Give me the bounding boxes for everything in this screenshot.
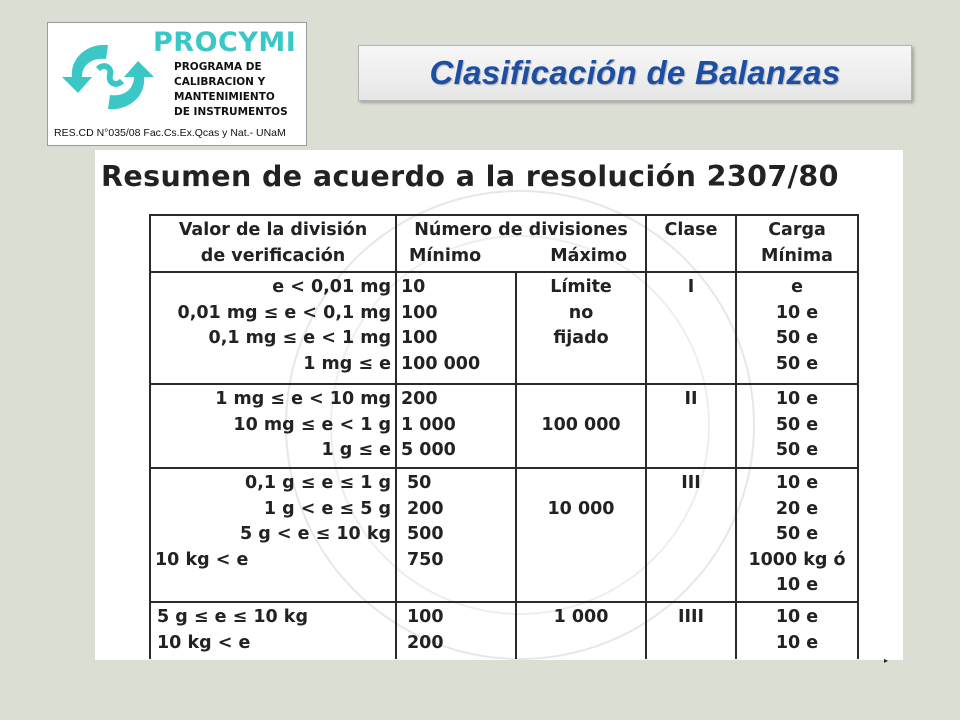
minimo-value: 1 000 — [401, 414, 456, 435]
minimo-value: 200 — [401, 389, 438, 409]
minimo-value: 100 — [401, 302, 438, 323]
maximo-cell — [516, 468, 646, 602]
clase-cell: I — [646, 272, 736, 384]
valor-line: 1 mg ≤ e < 10 mg — [215, 389, 391, 409]
maximo-cell — [516, 272, 646, 384]
carga-value: 50 e — [775, 414, 819, 435]
maximo-value: Límite — [550, 277, 612, 297]
minimo-cell — [396, 602, 516, 659]
header-numero-label: Número de divisiones — [414, 220, 628, 240]
minimo-value: 100 000 — [401, 353, 481, 374]
table-row — [150, 468, 858, 602]
header-maximo: Máximo — [550, 245, 627, 266]
carga-value: 20 e — [775, 498, 819, 519]
valor-line: 1 g ≤ e — [321, 440, 391, 460]
logo-line: DE INSTRUMENTOS — [174, 106, 288, 118]
valor-cell — [150, 272, 396, 384]
valor-line: 10 kg < e — [155, 549, 249, 570]
maximo-value: fijado — [553, 328, 609, 348]
maximo-value: 10 000 — [547, 498, 615, 519]
maximo-cell — [516, 602, 646, 659]
header-numero — [396, 215, 646, 272]
table-row — [150, 384, 858, 468]
carga-value: 10 e — [775, 302, 819, 323]
procymi-emblem-icon — [58, 37, 158, 117]
valor-line: 0,1 g ≤ e ≤ 1 g — [245, 473, 391, 493]
logo-registration: RES.CD N°035/08 Fac.Cs.Ex.Qcas y Nat.- UNaM — [54, 127, 286, 139]
carga-value: 1000 kg ó — [748, 549, 846, 570]
valor-cell — [150, 384, 396, 468]
valor-line: 10 mg ≤ e < 1 g — [233, 414, 391, 435]
carga-value: 50 e — [775, 524, 819, 544]
minimo-value: 100 — [401, 328, 438, 348]
carga-value: 10 e — [775, 632, 819, 653]
minimo-cell — [396, 468, 516, 602]
table-row — [150, 602, 858, 659]
minimo-cell — [396, 384, 516, 468]
minimo-value: 500 — [407, 524, 444, 544]
maximo-value: 100 000 — [541, 414, 621, 435]
valor-cell — [150, 602, 396, 659]
logo-program-lines — [174, 60, 288, 120]
minimo-value: 50 — [407, 473, 432, 493]
header-valor-line: Valor de la división — [178, 220, 368, 240]
carga-value: 50 e — [775, 328, 819, 348]
carga-cell — [736, 384, 858, 468]
carga-cell — [736, 468, 858, 602]
valor-line: 5 g < e ≤ 10 kg — [240, 524, 391, 544]
valor-line: 10 kg < e — [157, 632, 251, 653]
header-carga — [736, 215, 858, 272]
minimo-value: 10 — [401, 277, 426, 297]
carga-cell — [736, 602, 858, 659]
carga-value: e — [791, 277, 803, 297]
valor-line: e < 0,01 mg — [272, 277, 391, 297]
header-clase: Clase — [646, 215, 736, 272]
logo-line: CALIBRACION Y — [174, 76, 266, 88]
minimo-cell — [396, 272, 516, 384]
carga-value: 50 e — [775, 353, 819, 374]
maximo-value: no — [568, 302, 594, 323]
valor-line: 1 g < e ≤ 5 g — [263, 498, 391, 519]
header-minimo: Mínimo — [409, 245, 482, 266]
valor-line: 0,1 mg ≤ e < 1 mg — [208, 328, 391, 348]
classification-table — [149, 214, 859, 659]
carga-value: 10 e — [775, 607, 819, 627]
header-valor — [150, 215, 396, 272]
clase-cell: III — [646, 468, 736, 602]
maximo-cell — [516, 384, 646, 468]
slide-title: Clasificación de Balanzas — [429, 54, 841, 91]
carga-value: 50 e — [775, 440, 819, 460]
carga-value: 10 e — [775, 575, 819, 595]
minimo-value: 200 — [407, 498, 444, 519]
carga-value: 10 e — [775, 389, 819, 409]
document-heading: Resumen de acuerdo a la resolución 2307/80 — [101, 160, 839, 193]
valor-line: 5 g ≤ e ≤ 10 kg — [157, 607, 308, 627]
clase-cell: II — [646, 384, 736, 468]
valor-line: 0,01 mg ≤ e < 0,1 mg — [177, 302, 391, 323]
maximo-value — [521, 471, 641, 497]
slide-corner-arrow-icon: ▸ — [884, 656, 889, 665]
logo-line: MANTENIMIENTO — [174, 91, 275, 103]
clase-cell: IIII — [646, 602, 736, 659]
slide-title-box — [358, 45, 912, 101]
logo-name: PROCYMI — [153, 27, 297, 58]
header-carga-line: Carga — [768, 220, 826, 240]
document-panel — [95, 150, 903, 660]
maximo-value — [521, 387, 641, 413]
minimo-value: 100 — [407, 607, 444, 627]
carga-cell — [736, 272, 858, 384]
maximo-value: 1 000 — [553, 607, 609, 627]
valor-cell — [150, 468, 396, 602]
header-carga-line: Mínima — [761, 245, 833, 266]
logo-line: PROGRAMA DE — [174, 61, 262, 73]
table-header-row — [150, 215, 858, 272]
procymi-logo — [47, 22, 307, 146]
minimo-value: 5 000 — [401, 440, 456, 460]
header-valor-line: de verificación — [200, 245, 346, 266]
minimo-value: 750 — [407, 549, 444, 570]
minimo-value: 200 — [407, 632, 444, 653]
carga-value: 10 e — [775, 473, 819, 493]
valor-line: 1 mg ≤ e — [303, 353, 391, 374]
table-row — [150, 272, 858, 384]
